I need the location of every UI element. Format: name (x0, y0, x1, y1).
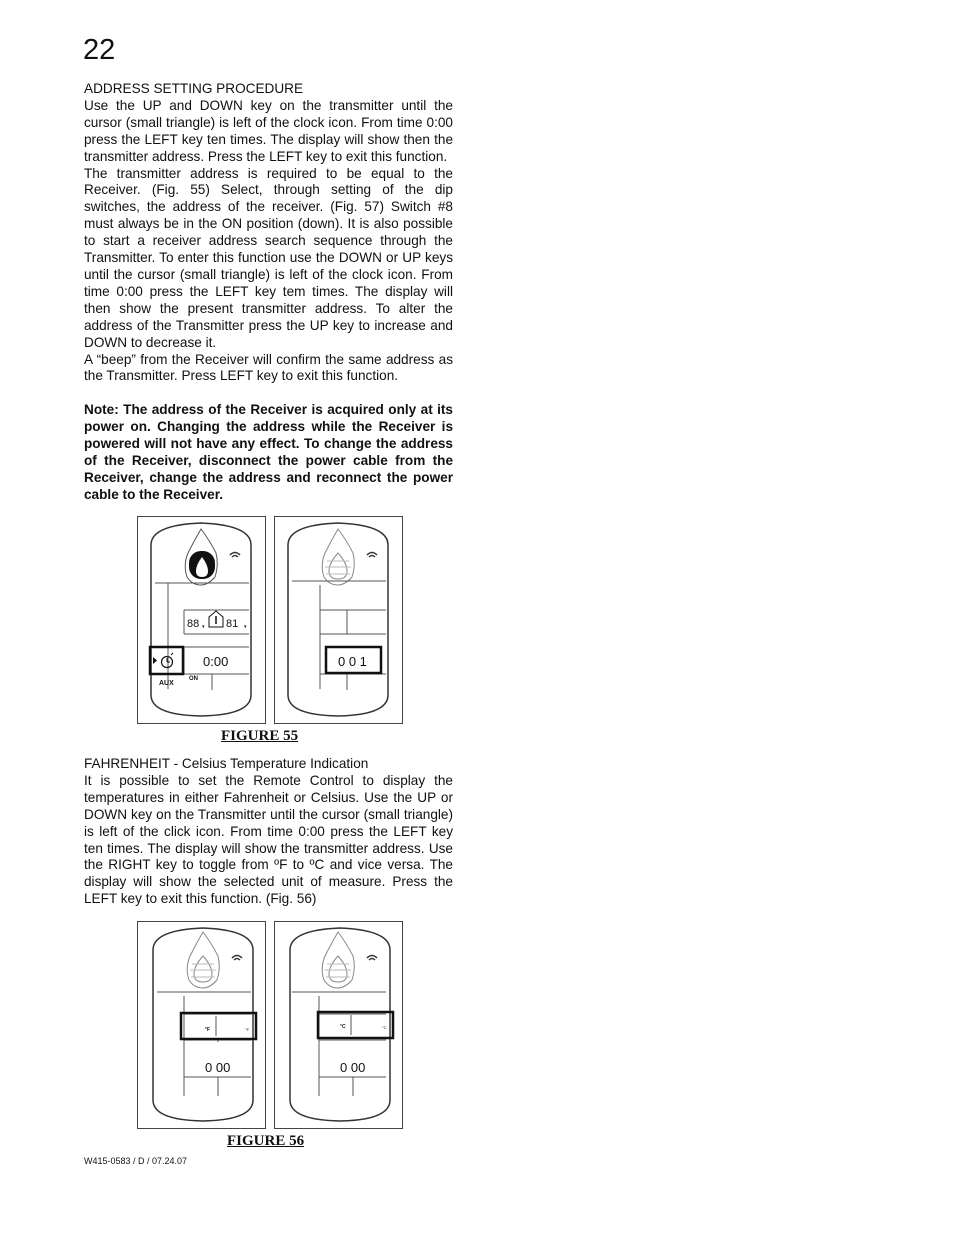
clock-icon (162, 653, 174, 668)
figure-55-right-display (274, 516, 403, 724)
unit-label: °C (340, 1024, 346, 1030)
section-heading: ADDRESS SETTING PROCEDURE (84, 81, 304, 96)
section-fahrenheit-celsius (84, 756, 453, 908)
time-display: 0:00 (203, 654, 229, 669)
time-display: 0 00 (205, 1060, 231, 1075)
unit-small-label: °C (382, 1025, 387, 1030)
on-label: ON (189, 676, 198, 682)
aux-label: AUX (159, 680, 174, 687)
paragraph: It is possible to set the Remote Control to display the temperatures in either Fahrenheit or Celsius. Use the UP or DOWN key on the Transmitter until the cursor (small triangle) is left of the click icon. From time 0:00 press the LEFT key ten times. The display will show the transmitter address. Use the RIGHT key to toggle from ºF to ºC and vice versa. The display will show the selected unit of measure. Press the LEFT key to exit this function. (Fig. 56) (84, 772, 453, 907)
cursor-triangle-icon (153, 657, 157, 664)
flame-icon (322, 932, 354, 988)
document-code: W415-0583 / D / 07.24.07 (84, 1156, 188, 1166)
section-heading: FAHRENHEIT - Celsius Temperature Indication (84, 756, 369, 771)
temp-right-digits: 81 (226, 618, 239, 630)
temp-left-digits: 88 (187, 618, 200, 630)
unit-small-label: °F (245, 1027, 250, 1032)
address-display: 0 0 1 (338, 654, 367, 669)
page-number: 22 (83, 34, 116, 66)
paragraph: The transmitter address is required to be equal to the Receiver. (Fig. 55) Select, through setting of the dip switches, the address of the receiver. (Fig. 57) Switch #8 must always be in the ON position (down). It is also possible to start a receiver address search sequence through the Transmitter. To enter this function use the DOWN or UP keys until the cursor (small triangle) is left of the clock icon. From time 0:00 press the LEFT key tem times. The display will then show the present transmitter address. To alter the address of the Transmitter press the UP key to increase and DOWN to decrease it. (84, 165, 453, 350)
svg-text:▾: ▾ (202, 624, 205, 630)
svg-text:▾: ▾ (244, 624, 247, 630)
paragraph: Use the UP and DOWN key on the transmitter until the cursor (small triangle) is left of the clock icon. From time 0:00 press the LEFT key ten times. The display will show then the transmitter address. Press the LEFT key to exit this function. (84, 97, 453, 164)
section-address-setting (84, 81, 453, 504)
figure-55-caption: FIGURE 55 (221, 728, 299, 744)
flame-icon (187, 932, 219, 988)
figure-56-right-display (274, 921, 403, 1129)
signal-icon (230, 553, 240, 558)
time-display: 0 00 (340, 1060, 366, 1075)
house-thermometer-icon (209, 611, 223, 627)
figure-55-left-display (137, 516, 266, 724)
signal-icon (367, 553, 377, 558)
unit-label: °F (205, 1027, 211, 1033)
note-paragraph: Note: The address of the Receiver is acquired only at its power on. Changing the address while the Receiver is powered will not have any effect. To change the address of the Receiver, disconnect the power cable from the Receiver, change the address and reconnect the power cable to the Receiver. (84, 402, 453, 502)
signal-icon (367, 956, 377, 961)
paragraph: A “beep” from the Receiver will confirm the same address as the Transmitter. Press LEFT key to exit this function. (84, 351, 453, 384)
flame-icon (322, 529, 354, 585)
figure-56-left-display (137, 921, 266, 1129)
flame-icon (185, 529, 217, 585)
figure-56-caption: FIGURE 56 (227, 1133, 305, 1149)
signal-icon (232, 956, 242, 961)
